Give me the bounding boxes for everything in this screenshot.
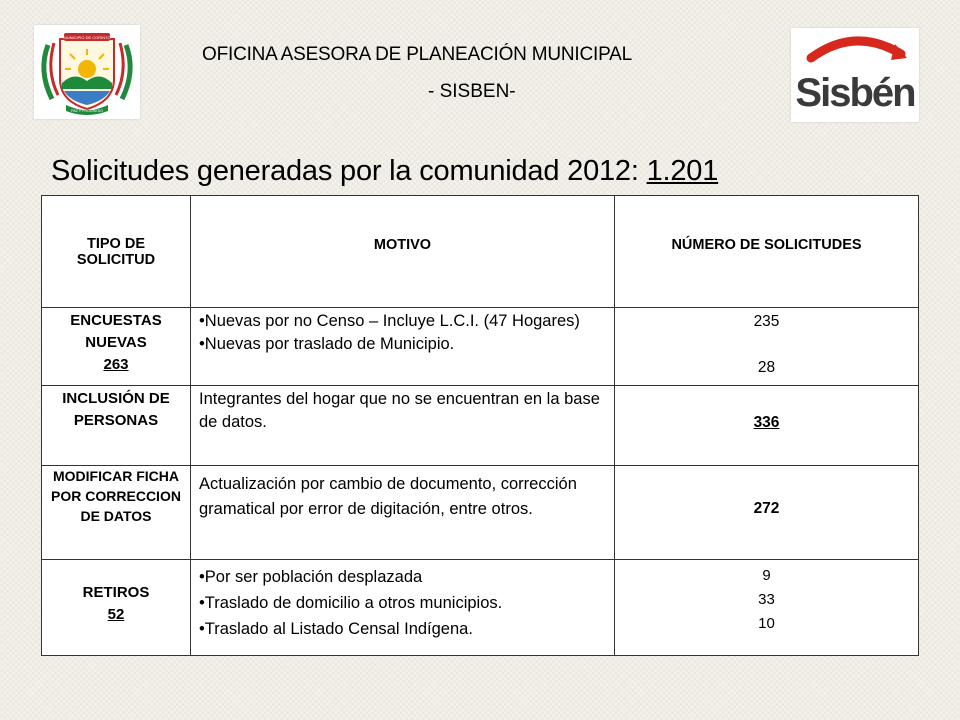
number-cell [615,560,919,656]
type-label: MODIFICAR FICHA POR CORRECCION DE DATOS [51,468,181,524]
motive-cell [191,308,615,386]
number-value: 272 [753,500,780,517]
number-value: 9 [762,567,771,584]
table-row [42,308,919,386]
office-title: OFICINA ASESORA DE PLANEACIÓN MUNICIPAL [202,44,633,65]
motive-item: •Nuevas por no Censo – Incluye L.C.I. (47 Hogares) [199,312,580,330]
header-type: TIPO DE SOLICITUD [42,196,191,308]
number-cell [615,308,919,386]
headline-total: 1.201 [646,155,719,187]
type-cell [42,466,191,560]
number-value: 28 [757,359,776,376]
type-label: ENCUESTAS NUEVAS [70,312,162,351]
motive-text: Actualización por cambio de documento, corrección gramatical por error de digitación, entre otros. [199,475,577,518]
type-cell [42,560,191,656]
number-value: 10 [758,615,775,632]
table-row [42,560,919,656]
type-cell [42,386,191,466]
type-label: INCLUSIÓN DE PERSONAS [62,390,170,429]
sisben-logo [791,28,919,122]
type-cell [42,308,191,386]
header-number: NÚMERO DE SOLICITUDES [615,196,919,308]
number-value: 336 [753,414,780,431]
motive-item: •Traslado al Listado Censal Indígena. [199,620,473,638]
number-cell [615,466,919,560]
shield-top-text: MUNICIPIO DE CORINTO [63,35,111,40]
type-subtotal: 263 [103,356,129,373]
type-subtotal: 52 [107,606,125,623]
table-row [42,386,919,466]
shield-ribbon-text: PAZ Y PROGRESO [71,109,103,113]
motive-item: •Por ser población desplazada [199,568,423,586]
page-headline [51,155,718,188]
table-row [42,466,919,560]
number-value: 235 [753,313,780,330]
type-label: RETIROS [82,584,150,601]
number-cell [615,386,919,466]
motive-item: •Traslado de domicilio a otros municipios. [199,594,503,612]
motive-cell [191,560,615,656]
header-motive: MOTIVO [191,196,615,308]
motive-item: •Nuevas por traslado de Municipio. [199,335,455,353]
sisben-logo-text: Sisbén [795,71,915,115]
headline-text: Solicitudes generadas por la comunidad 2012: [51,155,647,187]
motive-text: Integrantes del hogar que no se encuentran en la base de datos. [199,390,600,431]
motive-cell [191,386,615,466]
requests-table [41,195,919,656]
office-subtitle: - SISBEN- [428,81,516,102]
table-header-row [42,196,919,308]
number-value: 33 [758,591,775,608]
corinto-shield-logo [34,25,140,119]
motive-cell [191,466,615,560]
